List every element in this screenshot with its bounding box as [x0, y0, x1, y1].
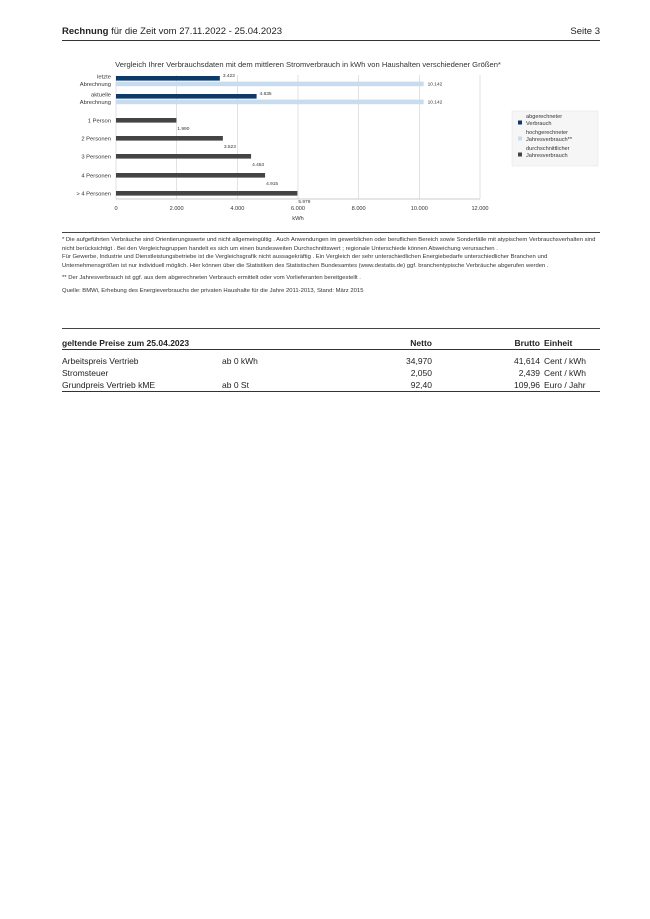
footnote-source: Quelle: BMWi, Erhebung des Energieverbrauchs der privaten Haushalte für die Jahre 2011-2013, Stand: März 2015	[62, 287, 364, 294]
price-table	[62, 335, 600, 392]
price-unit: Euro / Jahr	[544, 380, 586, 390]
data-label: 5.979	[298, 200, 311, 205]
legend-swatch	[518, 137, 522, 141]
footnotes	[62, 236, 600, 295]
price-unit: Cent / kWh	[544, 356, 587, 366]
price-table-heading: geltende Preise zum 25.04.2023	[62, 338, 190, 348]
legend-entry: hochgerechneter	[526, 130, 568, 136]
legend-entry: Verbrauch	[526, 121, 552, 127]
invoice-title-bold: Rechnung	[62, 26, 109, 37]
price-net: 34,970	[406, 356, 432, 366]
bar	[116, 76, 220, 81]
price-from: ab 0 St	[222, 380, 249, 390]
x-tick-label: 2.000	[169, 206, 184, 212]
x-tick-label: 12.000	[471, 206, 489, 212]
bar	[116, 154, 251, 159]
category-label: > 4 Personen	[76, 191, 111, 198]
data-label: 10.142	[427, 100, 443, 106]
page-header	[62, 26, 600, 41]
bar	[116, 136, 223, 141]
price-brutto: 109,96	[514, 380, 540, 390]
invoice-period-title	[62, 26, 282, 37]
x-tick-label: 6.000	[291, 206, 305, 212]
x-tick-label: 0	[114, 206, 118, 212]
data-label: 3.523	[223, 145, 236, 150]
price-brutto: 2,439	[518, 368, 540, 378]
invoice-period: für die Zeit vom 27.11.2022 - 25.04.2023	[111, 26, 283, 37]
bar	[116, 173, 265, 178]
price-table-bottom-rule	[62, 391, 600, 392]
price-name: Stromsteuer	[62, 368, 109, 378]
category-label: letzte	[97, 74, 111, 81]
price-unit: Cent / kWh	[544, 368, 587, 378]
price-row	[62, 353, 600, 365]
price-from: ab 0 kWh	[222, 356, 258, 366]
x-tick-label: 10.000	[410, 206, 428, 212]
x-tick-label: 4.000	[230, 206, 245, 212]
data-label: 4.635	[259, 92, 272, 97]
legend-entry: Jahresverbrauch	[526, 153, 568, 159]
bar	[116, 100, 424, 105]
price-name: Arbeitspreis Vertrieb	[62, 356, 139, 366]
category-label: 2 Personen	[81, 136, 111, 143]
bar	[116, 118, 176, 123]
price-net: 92,40	[410, 380, 432, 390]
price-row	[62, 365, 600, 377]
bar	[116, 191, 297, 196]
category-label: 3 Personen	[81, 154, 111, 161]
price-net: 2,050	[410, 368, 432, 378]
x-tick-label: 8.000	[351, 206, 366, 212]
data-label: 10.142	[427, 82, 443, 88]
data-label: 4.453	[252, 163, 265, 168]
category-label: aktuelle	[91, 92, 111, 99]
data-label: 1.990	[177, 127, 190, 132]
x-axis-label: kWh	[292, 216, 304, 222]
legend-entry: durchschnittlicher	[526, 146, 570, 152]
legend-swatch	[518, 121, 522, 125]
chart-title: Vergleich Ihrer Verbrauchsdaten mit dem mittleren Stromverbrauch in kWh von Haushalten verschiedener Größen*	[115, 60, 501, 69]
page-number: Seite 3	[570, 26, 600, 37]
price-table-header	[62, 335, 600, 350]
data-label: 4.915	[266, 182, 279, 187]
category-label: Abrechnung	[79, 100, 111, 107]
column-brutto: Brutto	[514, 338, 540, 348]
price-row	[62, 377, 600, 389]
column-unit: Einheit	[544, 338, 573, 348]
column-net: Netto	[410, 338, 432, 348]
divider-top	[62, 232, 600, 233]
legend-swatch	[518, 153, 522, 157]
legend-entry: abgerechneter	[526, 114, 563, 120]
consumption-comparison-chart	[0, 55, 650, 230]
legend-entry: Jahresverbrauch**	[526, 137, 573, 143]
divider-prices	[62, 328, 600, 329]
category-label: 4 Personen	[81, 173, 111, 180]
bar	[116, 82, 424, 87]
category-label: 1 Person	[87, 118, 111, 125]
footnote-business: Für Gewerbe, Industrie und Dienstleistungsbetriebe ist die Vergleichsgrafik nicht aussagekräftig . Ein Vergleich der sehr unterschiedlichen Energiebedarfe unterschiedlicher Branchen und Unternehmensgrößen ist nur individuell möglich. Hier können über die Statistiken des Statistischen Bundesamtes (www.destatis.de) ggf. branchentypische Verbräuche abgerufen werden .	[62, 254, 549, 269]
data-label: 3.423	[222, 74, 235, 79]
category-label: Abrechnung	[79, 82, 111, 89]
price-brutto: 41,614	[514, 356, 540, 366]
footnote-annual: ** Der Jahresverbrauch ist ggf. aus dem abgerechneten Verbrauch ermittelt oder vom Vorlieferanten bereitgestellt .	[62, 275, 361, 281]
footnote-general: * Die aufgeführten Verbräuche sind Orientierungswerte und nicht allgemeingültig . Auch Anwendungen im gewerblichen oder beruflichen Bereich sowie Sonderfälle mit atypischem Verbrauchsverhalten sind nicht berücksichtigt . Bei den Vergleichsgruppen handelt es sich um einen bundesweiten Durchschnittswert ; regionale Unterschiede können Abweichung verursachen .	[62, 237, 596, 252]
price-name: Grundpreis Vertrieb kME	[62, 380, 156, 390]
bar	[116, 94, 257, 99]
